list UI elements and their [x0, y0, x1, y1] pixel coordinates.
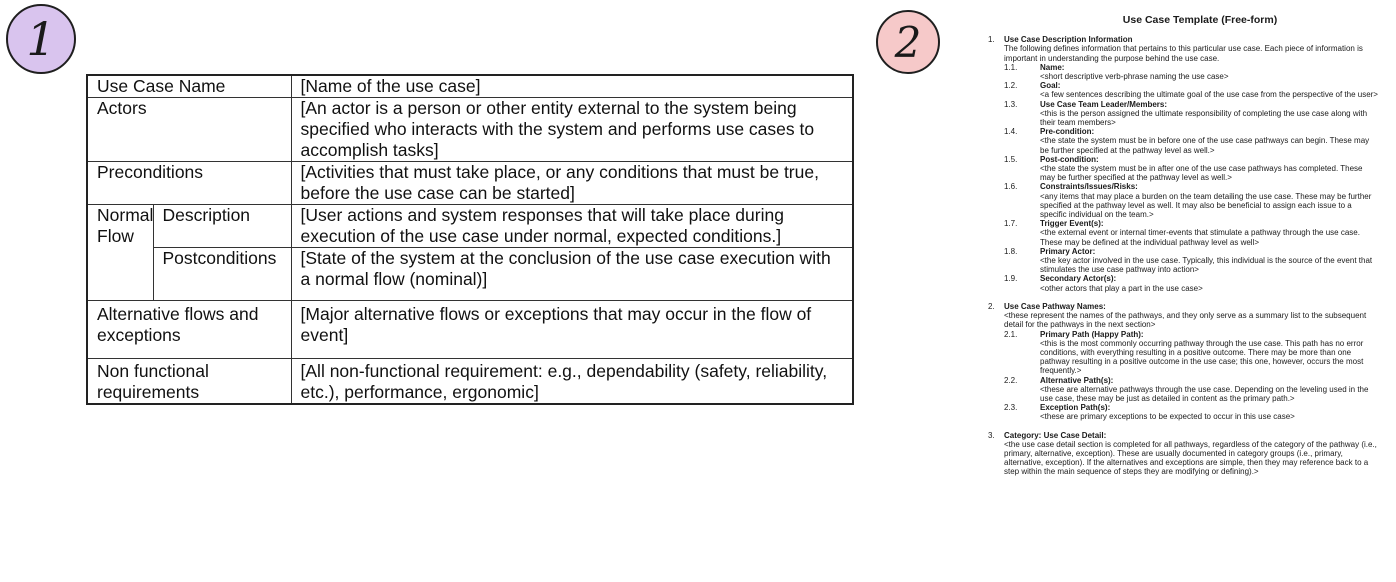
use-case-table — [86, 74, 854, 405]
section-heading — [982, 431, 1378, 440]
item-title: Primary Path (Happy Path): — [1040, 329, 1144, 339]
template-section — [982, 431, 1378, 477]
item-number: 1.7. — [1004, 219, 1018, 229]
item-title: Exception Path(s): — [1040, 403, 1111, 413]
item-number: 1.6. — [1004, 182, 1018, 192]
item-title: Secondary Actor(s): — [1040, 274, 1117, 284]
table-row — [87, 359, 853, 405]
item-number: 1.9. — [1004, 274, 1018, 284]
row-label: Normal Flow — [87, 205, 153, 301]
item-body — [1040, 182, 1378, 219]
item-body — [1040, 219, 1378, 247]
item-text: <other actors that play a part in the use case> — [1040, 283, 1203, 293]
item-title: Use Case Team Leader/Members: — [1040, 99, 1168, 109]
template-section — [982, 302, 1378, 422]
item-title: Goal: — [1040, 81, 1061, 91]
template-section — [982, 35, 1378, 293]
item-title: Alternative Path(s): — [1040, 375, 1114, 385]
row-value: [All non-functional requirement: e.g., dependability (safety, reliability, etc.), performance, ergonomic] — [291, 359, 853, 405]
section-heading — [982, 302, 1378, 311]
section-title: Category: Use Case Detail: — [1004, 430, 1107, 440]
list-item — [1004, 155, 1378, 183]
row-label: Actors — [87, 98, 291, 162]
section-heading — [982, 35, 1378, 44]
list-item — [1004, 81, 1378, 99]
section-description: <the use case detail section is completed for all pathways, regardless of the category of the pathway (i.e., primary, alternative, exception). These are usually documented in category groups (i.e., primary, alternative, exception). If the alternatives and exceptions are simple, then they may reference back to a step within the main sequence of steps they are modifying or defining).> — [1004, 439, 1377, 477]
list-item — [1004, 403, 1378, 421]
item-body — [1040, 100, 1378, 128]
item-body — [1040, 63, 1378, 81]
item-number: 1.2. — [1004, 81, 1018, 91]
row-value: [Major alternative flows or exceptions that may occur in the flow of event] — [291, 301, 853, 359]
item-text: <short descriptive verb-phrase naming the use case> — [1040, 72, 1229, 82]
item-text: <a few sentences describing the ultimate goal of the use case from the perspective of the user> — [1040, 90, 1378, 100]
section-description: <these represent the names of the pathways, and they only serve as a summary list to the subsequent detail for the pathways in the next section> — [1004, 311, 1367, 330]
table-row — [87, 301, 853, 359]
item-number: 1.3. — [1004, 99, 1018, 109]
list-item — [1004, 182, 1378, 219]
item-text: <the key actor involved in the use case. Typically, this individual is the source of the event that stimulates the use case pathway into action> — [1040, 256, 1373, 275]
list-item — [1004, 100, 1378, 128]
item-number: 1.4. — [1004, 127, 1018, 137]
item-body — [1040, 247, 1378, 275]
table-row — [87, 98, 853, 162]
document-title: Use Case Template (Free-form) — [1122, 14, 1278, 26]
list-item — [1004, 274, 1378, 292]
section-number: 2. — [988, 301, 995, 311]
template-sections — [982, 35, 1378, 476]
section-title: Use Case Pathway Names: — [1004, 301, 1106, 311]
item-number: 2.1. — [1004, 329, 1018, 339]
section-title: Use Case Description Information — [1004, 35, 1133, 45]
row-value: [An actor is a person or other entity external to the system being specified who interacts with the system and performs use cases to accomplish tasks] — [291, 98, 853, 162]
list-item — [1004, 376, 1378, 404]
item-number: 1.8. — [1004, 246, 1018, 256]
item-title: Trigger Event(s): — [1040, 219, 1104, 229]
sub-row-label: Description — [153, 205, 291, 248]
item-text: <these are alternative pathways through the use case. Depending on the leveling used in the use case, these may be just as detailed in content as the primary path.> — [1040, 384, 1369, 403]
row-label: Non functional requirements — [87, 359, 291, 405]
row-label: Alternative flows and exceptions — [87, 301, 291, 359]
item-text: <the external event or internal timer-events that stimulate a pathway through the use case. These may be defined at the individual pathway level as well> — [1040, 228, 1360, 247]
table-row — [87, 162, 853, 205]
item-text: <this is the most commonly occurring pathway through the use case. This path has no error conditions, with everything resulting in a positive outcome. There may be more than one pathway resulting in a positive outcome in the use case; this one, however, occurs the most frequently.> — [1040, 338, 1364, 376]
item-body — [1040, 330, 1378, 376]
item-number: 2.2. — [1004, 375, 1018, 385]
list-item — [1004, 330, 1378, 376]
row-value: [Name of the use case] — [291, 75, 853, 98]
table-row — [87, 205, 853, 248]
item-text: <the state the system must be in after one of the use case pathways has completed. These may be further specified at the pathway level as well.> — [1040, 164, 1363, 183]
badge-number: 2 — [894, 17, 922, 67]
item-body — [1040, 127, 1378, 155]
row-label: Use Case Name — [87, 75, 291, 98]
list-item — [1004, 219, 1378, 247]
number-two-badge — [876, 10, 940, 74]
item-text: <these are primary exceptions to be expected to occur in this use case> — [1040, 412, 1295, 422]
list-item — [1004, 127, 1378, 155]
item-text: <any items that may place a burden on the team detailing the use case. These may be further specified at the pathway level as well. It may also be beneficial to assign each issue to a specific individual on the team.> — [1040, 191, 1372, 220]
table-row — [87, 75, 853, 98]
item-title: Primary Actor: — [1040, 246, 1096, 256]
item-number: 1.5. — [1004, 154, 1018, 164]
item-body — [1040, 274, 1378, 292]
list-item — [1004, 63, 1378, 81]
item-body — [1040, 81, 1378, 99]
use-case-template-document — [982, 14, 1378, 582]
row-label: Preconditions — [87, 162, 291, 205]
sub-row-label: Postconditions — [153, 248, 291, 301]
row-value: [Activities that must take place, or any conditions that must be true, before the use case can be started] — [291, 162, 853, 205]
item-body — [1040, 376, 1378, 404]
list-item — [1004, 247, 1378, 275]
item-number: 2.3. — [1004, 403, 1018, 413]
row-value: [User actions and system responses that will take place during execution of the use case under normal, expected conditions.] — [291, 205, 853, 248]
row-value: [State of the system at the conclusion of the use case execution with a normal flow (nominal)] — [291, 248, 853, 301]
item-title: Constraints/Issues/Risks: — [1040, 182, 1138, 192]
item-body — [1040, 155, 1378, 183]
item-text: <this is the person assigned the ultimate responsibility of completing the use case along with their team members> — [1040, 108, 1368, 128]
item-title: Name: — [1040, 62, 1065, 72]
item-number: 1.1. — [1004, 62, 1018, 72]
item-body — [1040, 403, 1378, 421]
number-one-badge — [6, 4, 76, 74]
badge-number: 1 — [26, 12, 56, 66]
item-title: Pre-condition: — [1040, 127, 1095, 137]
item-title: Post-condition: — [1040, 154, 1099, 164]
item-text: <the state the system must be in before one of the use case pathways can begin. These may be further specified at the pathway level as well.> — [1040, 136, 1370, 155]
section-description: The following defines information that pertains to this particular use case. Each piece of information is important in understanding the purpose behind the use case. — [1004, 44, 1363, 63]
section-number: 3. — [988, 430, 995, 440]
table-row — [87, 248, 853, 301]
section-number: 1. — [988, 35, 995, 45]
